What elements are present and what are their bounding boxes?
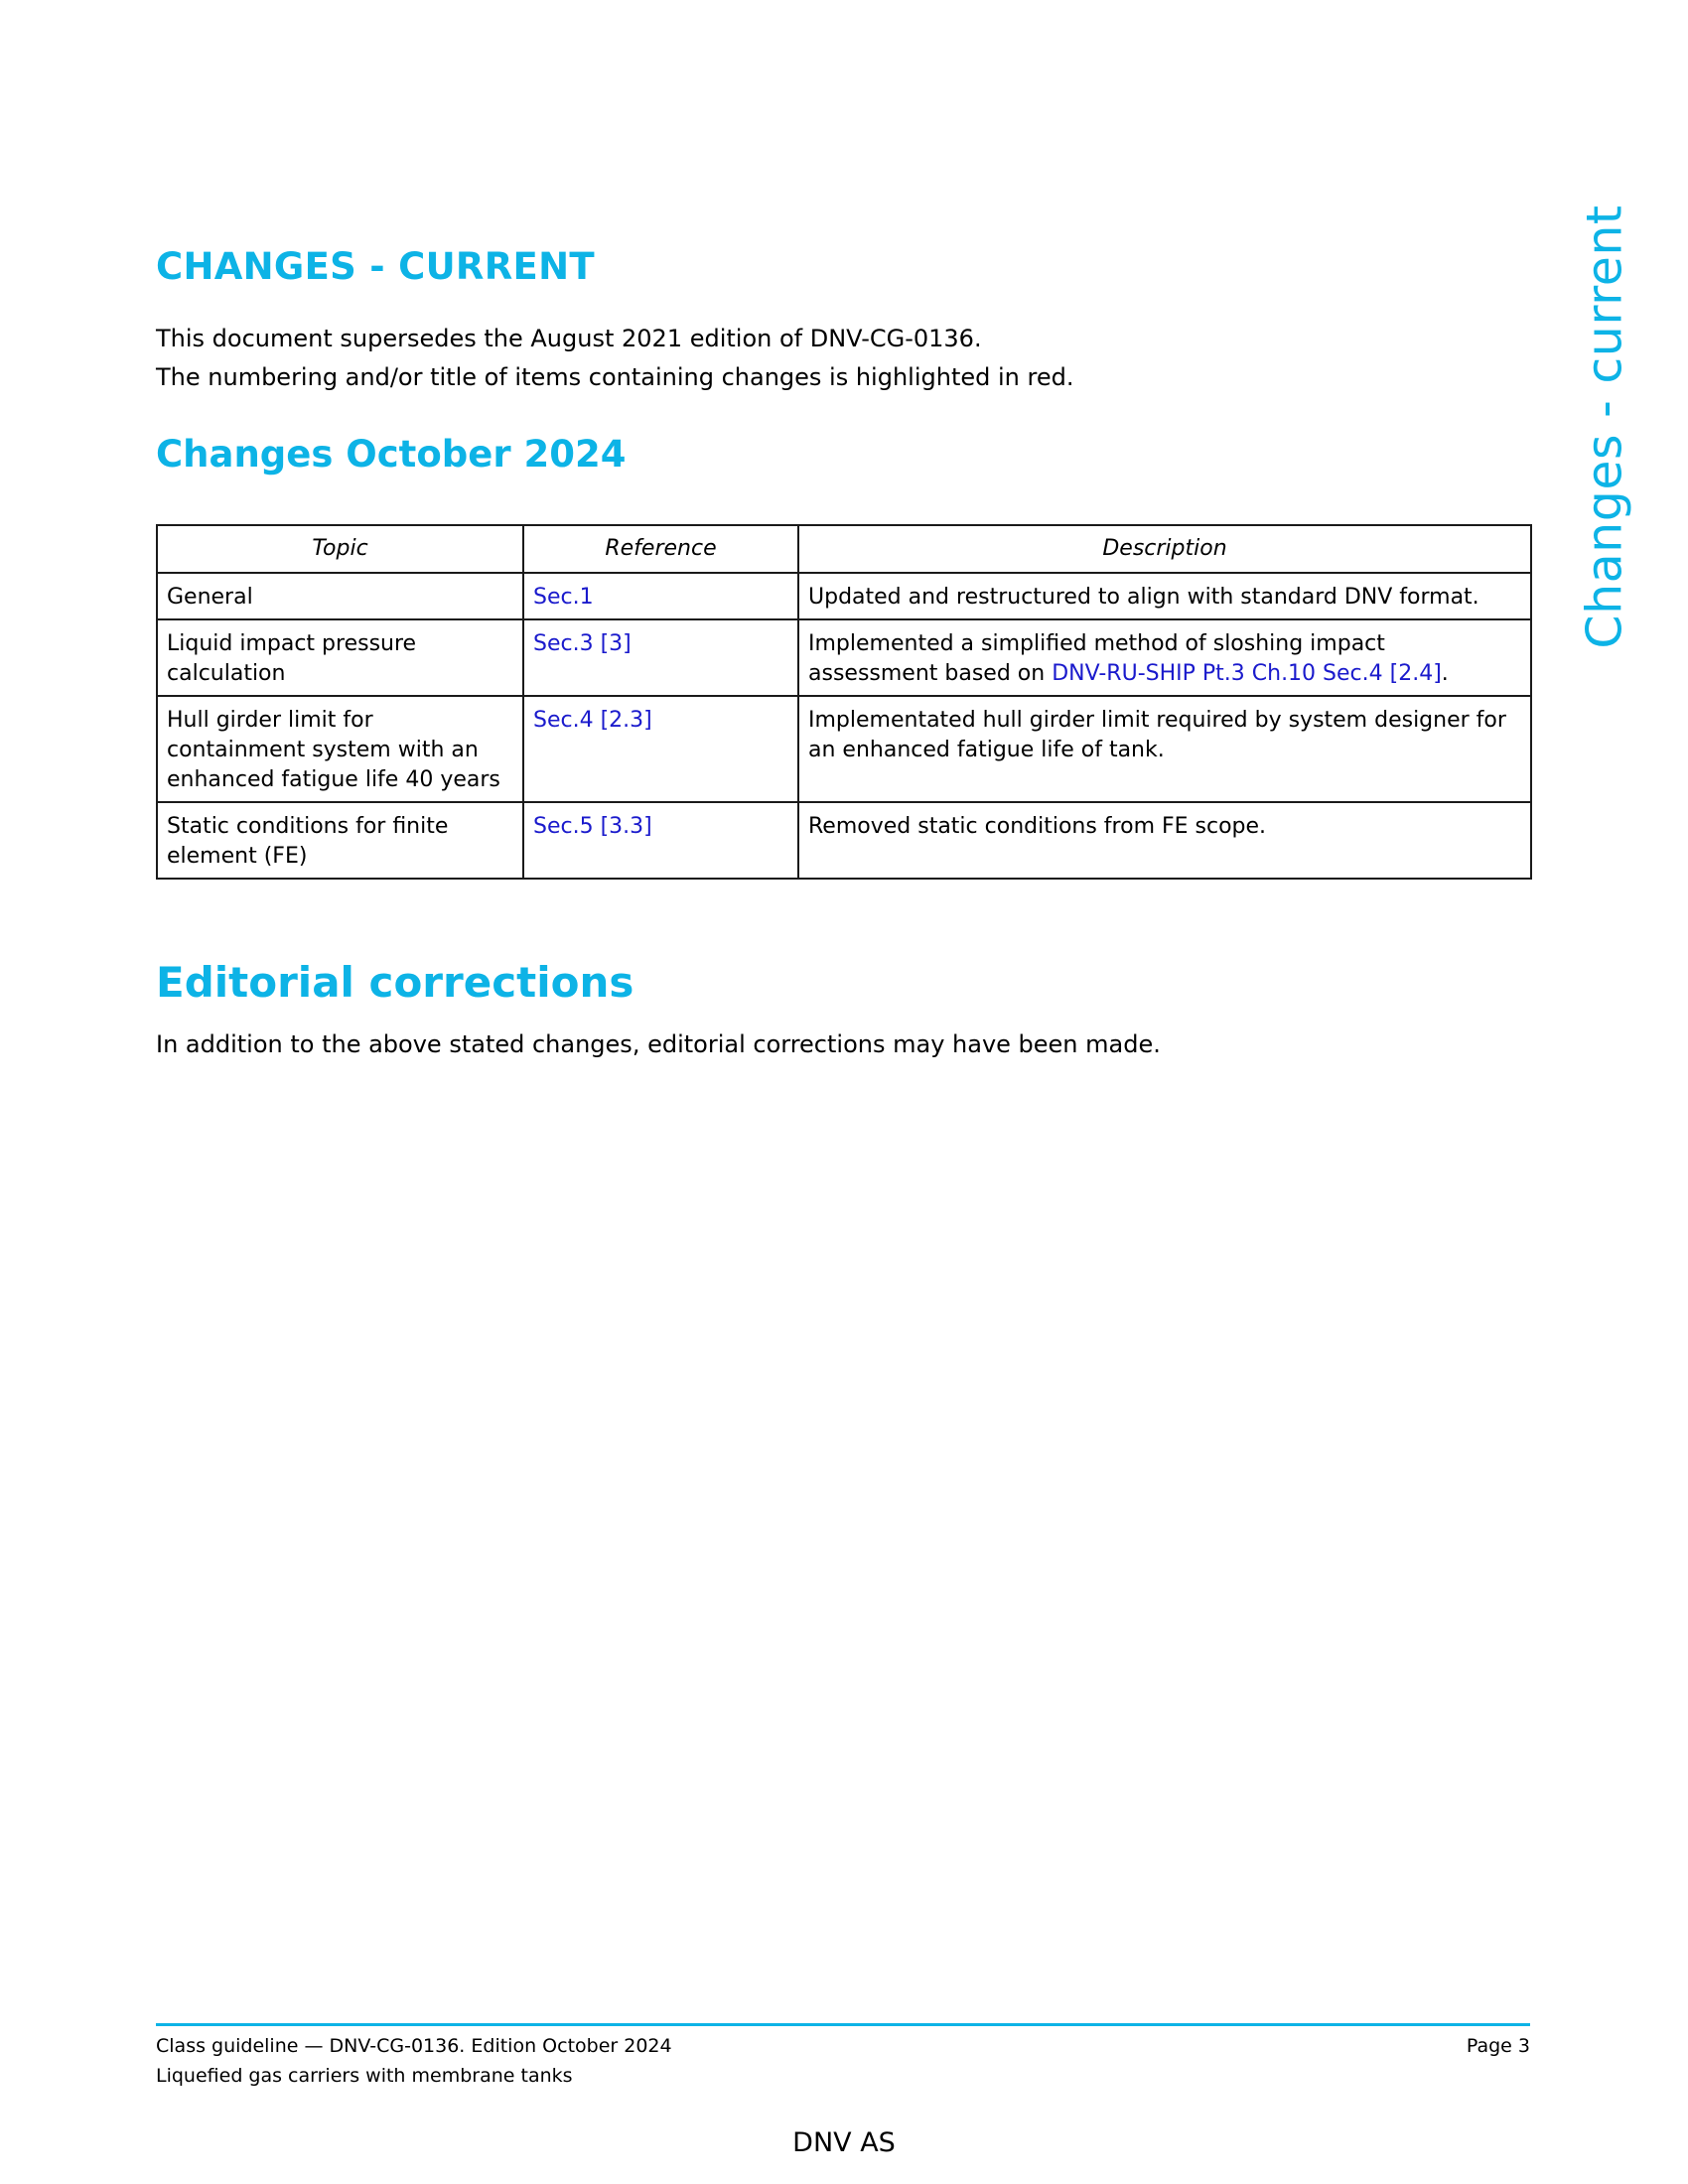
row-topic: Hull girder limit for containment system with an enhanced fatigue life 40 years: [157, 696, 523, 802]
reference-link[interactable]: Sec.3 [3]: [533, 631, 632, 656]
footer-guideline-line: Class guideline — DNV-CG-0136. Edition October 2024: [156, 2035, 672, 2057]
footer-document-info: [156, 2031, 672, 2091]
footer-divider: [156, 2023, 1530, 2026]
intro-line-numbering: The numbering and/or title of items containing changes is highlighted in red.: [156, 363, 1074, 391]
header-reference: Reference: [523, 525, 798, 573]
table-header-row: [157, 525, 1531, 573]
changes-heading: Changes October 2024: [156, 433, 627, 476]
changes-table: [156, 524, 1532, 880]
intro-line-supersedes: This document supersedes the August 2021 edition of DNV-CG-0136.: [156, 325, 982, 352]
side-section-label: Changes - current: [1576, 205, 1633, 649]
header-topic: Topic: [157, 525, 523, 573]
header-description: Description: [798, 525, 1531, 573]
page-number: Page 3: [1466, 2035, 1530, 2057]
row-topic: General: [157, 573, 523, 619]
description-suffix: .: [1441, 661, 1449, 686]
table-row: [157, 619, 1531, 696]
row-reference-cell: [523, 802, 798, 879]
reference-link[interactable]: Sec.5 [3.3]: [533, 814, 652, 839]
reference-link[interactable]: Sec.1: [533, 585, 594, 610]
row-reference-cell: [523, 696, 798, 802]
row-description: Updated and restructured to align with standard DNV format.: [798, 573, 1531, 619]
description-reference-link[interactable]: DNV-RU-SHIP Pt.3 Ch.10 Sec.4 [2.4]: [1052, 661, 1442, 686]
table-row: [157, 696, 1531, 802]
row-description: [798, 619, 1531, 696]
footer-organization: DNV AS: [792, 2127, 896, 2158]
reference-link[interactable]: Sec.4 [2.3]: [533, 708, 652, 733]
row-topic: Static conditions for finite element (FE): [157, 802, 523, 879]
intro-paragraph: [156, 320, 1073, 397]
editorial-heading: Editorial corrections: [156, 958, 634, 1007]
footer-subtitle-line: Liquefied gas carriers with membrane tanks: [156, 2065, 573, 2087]
row-reference-cell: [523, 573, 798, 619]
row-description: Implementated hull girder limit required by system designer for an enhanced fatigue life of tank.: [798, 696, 1531, 802]
row-reference-cell: [523, 619, 798, 696]
page-title: CHANGES - CURRENT: [156, 245, 595, 288]
row-description: Removed static conditions from FE scope.: [798, 802, 1531, 879]
row-topic: Liquid impact pressure calculation: [157, 619, 523, 696]
editorial-text: In addition to the above stated changes, editorial corrections may have been made.: [156, 1030, 1161, 1058]
table-row: [157, 573, 1531, 619]
table-row: [157, 802, 1531, 879]
description-text: Implemented a simplified method of sloshing impact assessment based on: [808, 631, 1385, 686]
